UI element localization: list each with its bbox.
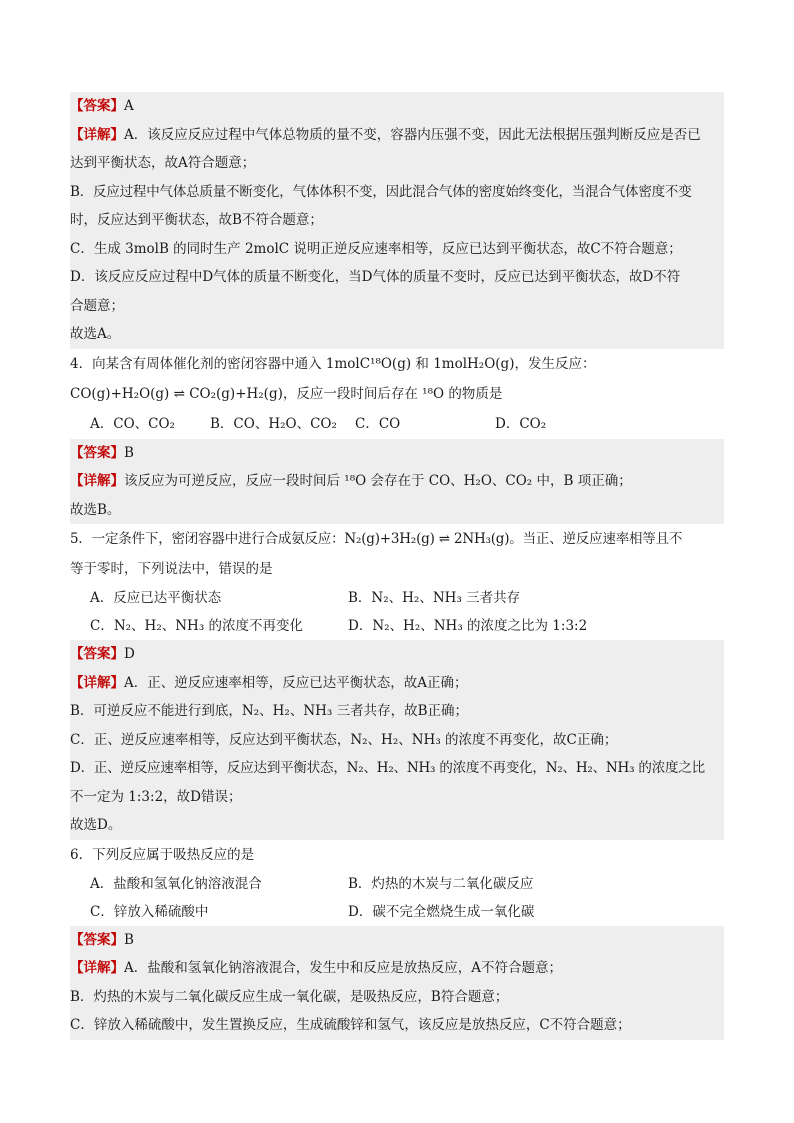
option-d: D．CO₂: [495, 415, 547, 432]
option-a: A．盐酸和氢氧化钠溶液混合: [90, 875, 262, 892]
detail-line: B．可逆反应不能进行到底，N₂、H₂、NH₃ 三者共存，故B正确；: [70, 703, 469, 719]
detail-tag: 【详解】: [70, 473, 124, 489]
q5-options: [70, 584, 724, 640]
answer-line: [70, 926, 724, 955]
document-page: [70, 92, 724, 1040]
detail-line: 时，反应达到平衡状态，故B不符合题意；: [70, 212, 323, 228]
option-a: A．反应已达平衡状态: [90, 590, 222, 606]
option-c: C．锌放入稀硫酸中: [90, 903, 209, 920]
detail-line: 达到平衡状态，故A符合题意；: [70, 155, 256, 171]
answer-line: [70, 640, 724, 669]
answer-value: A: [124, 98, 134, 114]
detail-line: 不一定为 1:3:2，故D错误；: [70, 788, 242, 805]
answer-value: D: [124, 646, 135, 662]
detail-line: C．生成 3molB 的同时生产 2molC 说明正逆反应速率相等，反应已达到平衡状态，故C不符合题意；: [70, 240, 682, 257]
detail-text: A．正、逆反应速率相等，反应已达平衡状态，故A正确；: [124, 674, 468, 691]
detail-line: [70, 954, 724, 983]
q6-options: [70, 870, 724, 926]
q4-answer-block: [70, 439, 724, 525]
option-c: C．N₂、H₂、NH₃ 的浓度不再变化: [90, 618, 304, 634]
q6-stem: 6．下列反应属于吸热反应的是: [70, 846, 255, 863]
detail-line: C．正、逆反应速率相等，反应达到平衡状态，N₂、H₂、NH₃ 的浓度不再变化，故C正确；: [70, 731, 618, 748]
answer-tag: 【答案】: [70, 646, 124, 662]
detail-line: B．反应过程中气体总质量不断变化，气体体积不变，因此混合气体的密度始终变化，当混合气体密度不变: [70, 183, 692, 200]
q4-stem: 4．向某含有周体催化剂的密闭容器中通入 1molC¹⁸O(g) 和 1molH₂O(g)，发生反应：: [70, 355, 596, 372]
detail-line: 故选A。: [70, 326, 121, 342]
option-a: A．CO、CO₂: [90, 415, 175, 432]
option-b: B．N₂、H₂、NH₃ 三者共存: [348, 590, 521, 606]
q5-stem-cont: 等于零时，下列说法中，错误的是: [70, 561, 273, 577]
option-b: B．CO、H₂O、CO₂: [210, 415, 337, 432]
detail-line: [70, 669, 724, 698]
detail-line: B．灼热的木炭与二氧化碳反应生成一氧化碳，是吸热反应，B符合题意；: [70, 988, 509, 1005]
option-c: C．CO: [355, 415, 401, 432]
detail-line: D．该反应反应过程中D气体的质量不断变化，当D气体的质量不变时，反应已达到平衡状态，故D不符: [70, 269, 681, 285]
detail-line: C．锌放入稀硫酸中，发生置换反应，生成硫酸锌和氢气，该反应是放热反应，C不符合题意；: [70, 1017, 631, 1033]
answer-tag: 【答案】: [70, 931, 124, 948]
detail-text: A．该反应反应过程中气体总物质的量不变，容器内压强不变，因此无法根据压强判断反应是否已: [124, 126, 701, 143]
detail-tag: 【详解】: [70, 126, 124, 143]
answer-tag: 【答案】: [70, 444, 124, 461]
detail-line: [70, 467, 724, 496]
answer-line: [70, 439, 724, 468]
q3-answer-block: [70, 92, 724, 349]
q4-stem-equation: CO(g)+H₂O(g) ⇌ CO₂(g)+H₂(g)，反应一段时间后存在 ¹⁸O 的物质是: [70, 385, 503, 402]
detail-line: 故选B。: [70, 501, 121, 518]
detail-tag: 【详解】: [70, 674, 124, 691]
option-b: B．灼热的木炭与二氧化碳反应: [348, 875, 534, 892]
q5-stem: 5．一定条件下，密闭容器中进行合成氨反应：N₂(g)+3H₂(g) ⇌ 2NH₃(g)。当正、逆反应速率相等且不: [70, 531, 683, 547]
option-d: D．N₂、H₂、NH₃ 的浓度之比为 1:3:2: [348, 618, 588, 634]
detail-tag: 【详解】: [70, 960, 124, 976]
answer-value: B: [124, 444, 134, 461]
q4-options: [70, 409, 724, 439]
detail-line: D．正、逆反应速率相等，反应达到平衡状态，N₂、H₂、NH₃ 的浓度不再变化，N₂、H₂、NH₃ 的浓度之比: [70, 760, 705, 776]
option-d: D．碳不完全燃烧生成一氧化碳: [348, 903, 535, 920]
detail-line: [70, 121, 724, 150]
answer-value: B: [124, 931, 134, 948]
detail-line: 故选D。: [70, 817, 122, 833]
q5-answer-block: [70, 640, 724, 840]
answer-tag: 【答案】: [70, 98, 124, 114]
detail-line: 合题意；: [70, 297, 124, 314]
detail-text: 该反应为可逆反应，反应一段时间后 ¹⁸O 会存在于 CO、H₂O、CO₂ 中，B 项正确；: [124, 473, 632, 489]
q6-answer-block: [70, 926, 724, 1040]
detail-text: A．盐酸和氢氧化钠溶液混合，发生中和反应是放热反应，A不符合题意；: [124, 960, 562, 976]
answer-line: [70, 92, 724, 121]
